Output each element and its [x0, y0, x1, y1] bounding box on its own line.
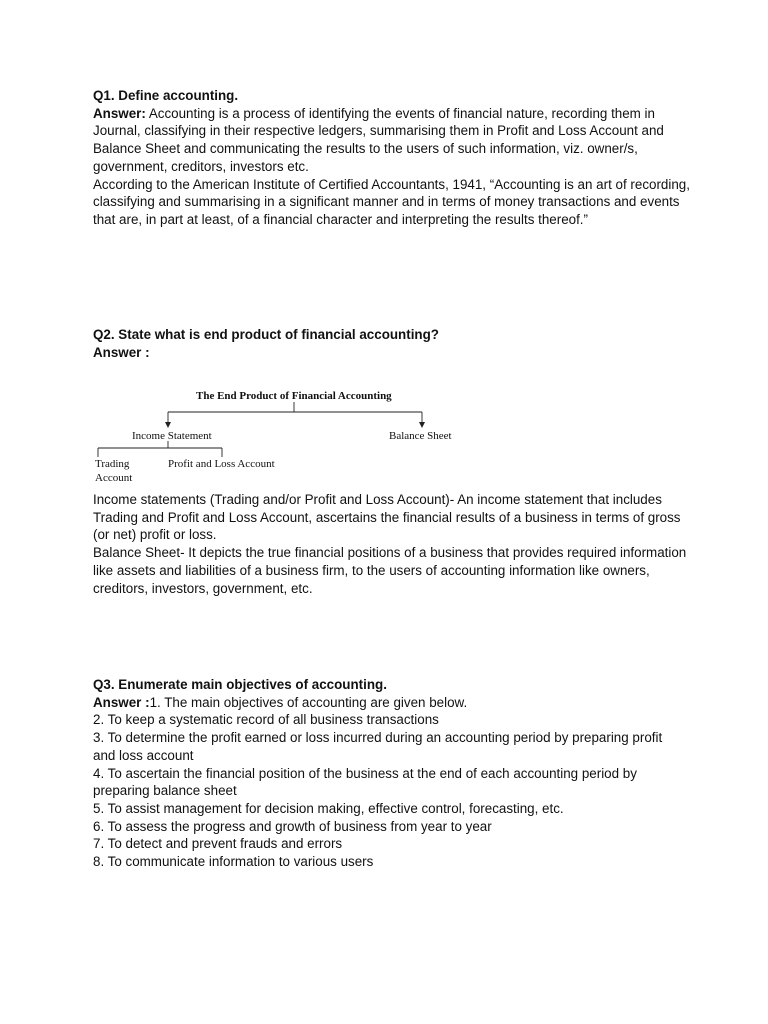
q2-answer-label: Answer :	[93, 344, 150, 360]
diagram-income-statement: Income Statement	[132, 430, 212, 442]
end-product-diagram	[88, 384, 468, 490]
q3-item: 8. To communicate information to various users	[93, 854, 374, 870]
diagram-trading: Trading	[95, 458, 130, 470]
q3-answer-first: 1. The main objectives of accounting are given below.	[149, 694, 468, 710]
q2-explanation	[93, 491, 693, 597]
q2-para-income: Income statements (Trading and/or Profit and Loss Account)- An income statement that includes Trading and Profit and Loss Account, ascertains the financial results of a business in terms of gross (or net) profit or loss.	[93, 492, 681, 543]
q2-question: Q2. State what is end product of financial accounting?	[93, 327, 439, 342]
diagram-balance-sheet: Balance Sheet	[389, 430, 452, 442]
q1-answer-label: Answer:	[93, 105, 146, 121]
q3-question: Q3. Enumerate main objectives of accounting.	[93, 677, 387, 692]
q1-question: Q1. Define accounting.	[93, 88, 239, 103]
diagram-title: The End Product of Financial Accounting	[196, 390, 392, 402]
q1-section	[93, 87, 693, 229]
q3-answer-label: Answer :	[93, 694, 150, 710]
q3-item: 3. To determine the profit earned or loss incurred during an accounting period by preparing profit and loss account	[93, 730, 663, 763]
q3-item: 6. To assess the progress and growth of business from year to year	[93, 818, 492, 834]
q3-item: 4. To ascertain the financial position of the business at the end of each accounting period by preparing balance sheet	[93, 765, 637, 799]
q3-item: 5. To assist management for decision making, effective control, forecasting, etc.	[93, 800, 564, 816]
q1-answer-text: Accounting is a process of identifying the events of financial nature, recording them in Journal, classifying in their respective ledgers, summarising them in Profit and Loss Account and Balance Sheet and communicating the results to the users of such information, viz. owner/s, government, creditors, investors etc.	[93, 105, 664, 174]
q3-answer	[93, 694, 683, 712]
q3-item: 7. To detect and prevent frauds and errors	[93, 836, 343, 852]
q3-section	[93, 676, 683, 871]
q1-answer	[93, 105, 693, 176]
q2-section	[93, 326, 693, 361]
q2-para-balance: Balance Sheet- It depicts the true financial positions of a business that provides required information like assets and liabilities of a business firm, to the users of accounting information like owners, creditors, investors, government, etc.	[93, 545, 687, 596]
q3-item: 2. To keep a systematic record of all business transactions	[93, 712, 439, 728]
q1-quote: According to the American Institute of Certified Accountants, 1941, “Accounting is an art of recording, classifying and summarising in a significant manner and in terms of money transactions and events that are, in part at least, of a financial character and interpreting the results thereof.”	[93, 176, 690, 227]
diagram-account: Account	[95, 472, 133, 484]
diagram-profit-loss: Profit and Loss Account	[168, 458, 275, 470]
